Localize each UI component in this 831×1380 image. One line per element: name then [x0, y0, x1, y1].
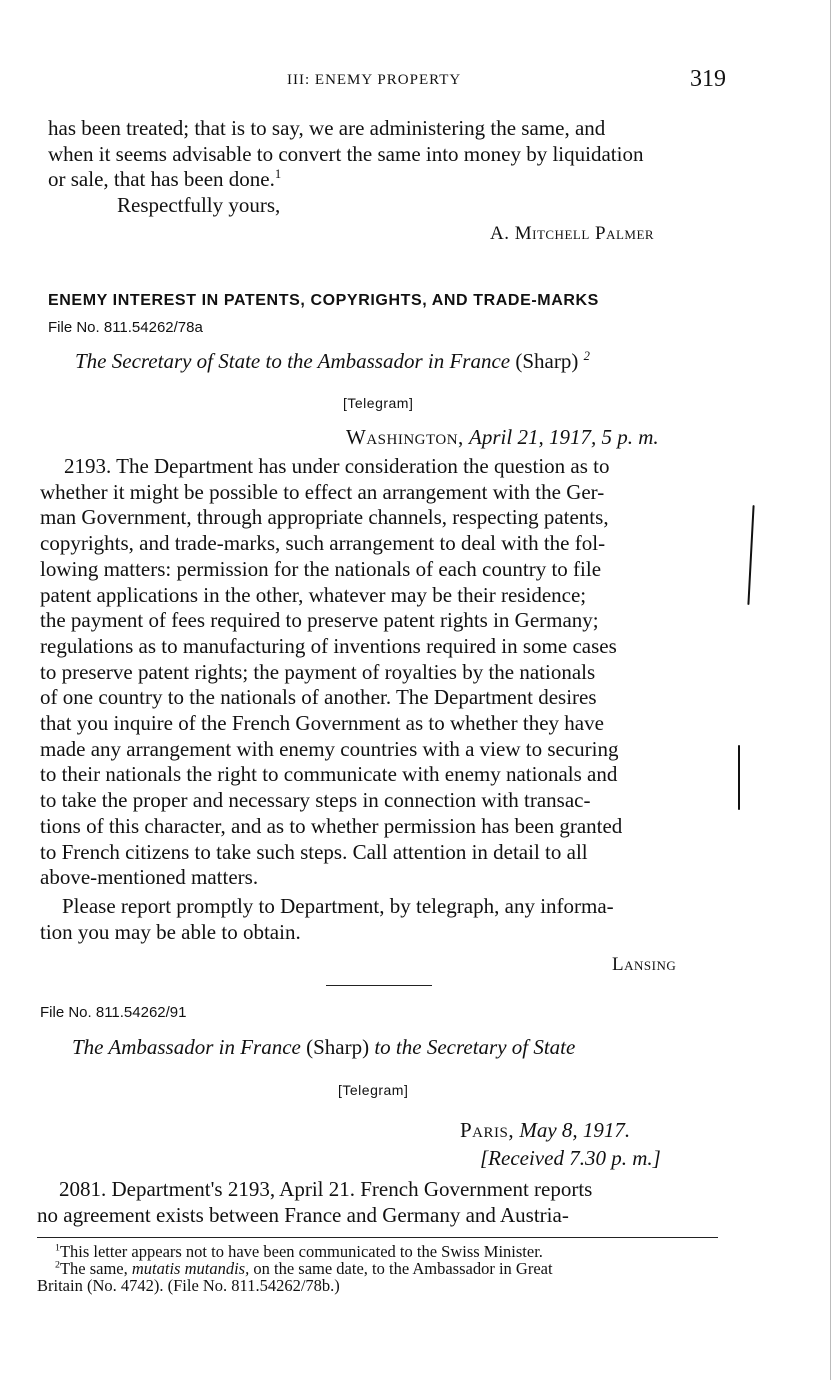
text-line: to preserve patent rights; the payment of royalties by the nationals — [40, 659, 596, 684]
text-line: tions of this character, and as to whether permission has been granted — [40, 813, 623, 838]
text-line: above-mentioned matters. — [40, 865, 259, 890]
text-line: Please report promptly to Department, by telegraph, any informa- — [62, 893, 614, 918]
telegram-label: [Telegram] — [343, 395, 414, 411]
footnote-rule — [37, 1237, 718, 1238]
text-line: of one country to the nationals of another. The Department desires — [40, 685, 597, 710]
dateline: Paris, May 8, 1917. — [460, 1118, 631, 1142]
text-line: to French citizens to take such steps. Call attention in detail to all — [40, 839, 588, 864]
text-line: lowing matters: permission for the nationals of each country to file — [40, 556, 602, 581]
telegram-label: [Telegram] — [338, 1082, 409, 1098]
footnote-2: $^2$The same, mutatis mutandis, on the same date, to the Ambassador in Great — [55, 1259, 553, 1278]
text-line: whether it might be possible to effect an arrangement with the Ger- — [40, 479, 605, 504]
text-line: man Government, through appropriate channels, respecting patents, — [40, 505, 609, 530]
text-line: the payment of fees required to preserve patent rights in Germany; — [40, 608, 599, 633]
text-line: no agreement exists between France and Germany and Austria- — [37, 1202, 569, 1227]
text-line: patent applications in the other, whatever may be their residence; — [40, 582, 587, 607]
opening-paragraph — [48, 116, 643, 193]
text-line: when it seems advisable to convert the same into money by liquidation — [48, 141, 644, 166]
footnote-2-cont: Britain (No. 4742). (File No. 811.54262/78b.) — [37, 1276, 340, 1295]
footnote-ref: 2 — [583, 349, 590, 363]
margin-mark — [738, 745, 740, 810]
text-line: to their nationals the right to communicate with enemy nationals and — [40, 762, 618, 787]
telegram-body — [37, 1177, 592, 1228]
text-line: tion you may be able to obtain. — [40, 919, 301, 944]
signature-palmer: A. Mitchell Palmer — [490, 223, 655, 244]
dateline: Washington, April 21, 1917, 5 p. m. — [346, 425, 659, 449]
closing-salutation: Respectfully yours, — [117, 193, 281, 217]
text-line: copyrights, and trade-marks, such arrangement to deal with the fol- — [40, 531, 606, 556]
text-line: to take the proper and necessary steps in connection with transac- — [40, 788, 591, 813]
footnote-ref: 1 — [274, 167, 282, 182]
text-line: 2081. Department's 2193, April 21. French Government reports — [59, 1177, 593, 1201]
margin-mark — [747, 505, 754, 605]
signature-lansing: Lansing — [612, 954, 677, 975]
document-title: The Ambassador in France (Sharp) to the Secretary of State — [72, 1035, 576, 1059]
telegram-body — [40, 454, 622, 945]
text-line: that you inquire of the French Government as to whether they have — [40, 711, 604, 736]
section-heading: ENEMY INTEREST IN PATENTS, COPYRIGHTS, AND TRADE-MARKS — [48, 292, 599, 309]
footnotes — [37, 1243, 553, 1294]
section-divider — [326, 985, 432, 986]
received-time: [Received 7.30 p. m.] — [480, 1146, 661, 1170]
running-title: III: ENEMY PROPERTY — [287, 72, 462, 88]
text-line: regulations as to manufacturing of inventions required in some cases — [40, 633, 617, 658]
document-title: The Secretary of State to the Ambassador in France (Sharp) $^2$ — [75, 349, 590, 373]
text-line: 2193. The Department has under consideration the question as to — [64, 454, 610, 478]
text-line: or sale, that has been done.$^1$ — [48, 167, 282, 192]
text-line: made any arrangement with enemy countries with a view to securing — [40, 736, 619, 761]
text-line: has been treated; that is to say, we are administering the same, and — [48, 116, 606, 140]
page-number: 319 — [690, 66, 726, 92]
file-number: File No. 811.54262/91 — [40, 1004, 187, 1021]
footnote-1: $^1$This letter appears not to have been communicated to the Swiss Minister. — [55, 1242, 543, 1261]
file-number: File No. 811.54262/78a — [48, 319, 203, 336]
